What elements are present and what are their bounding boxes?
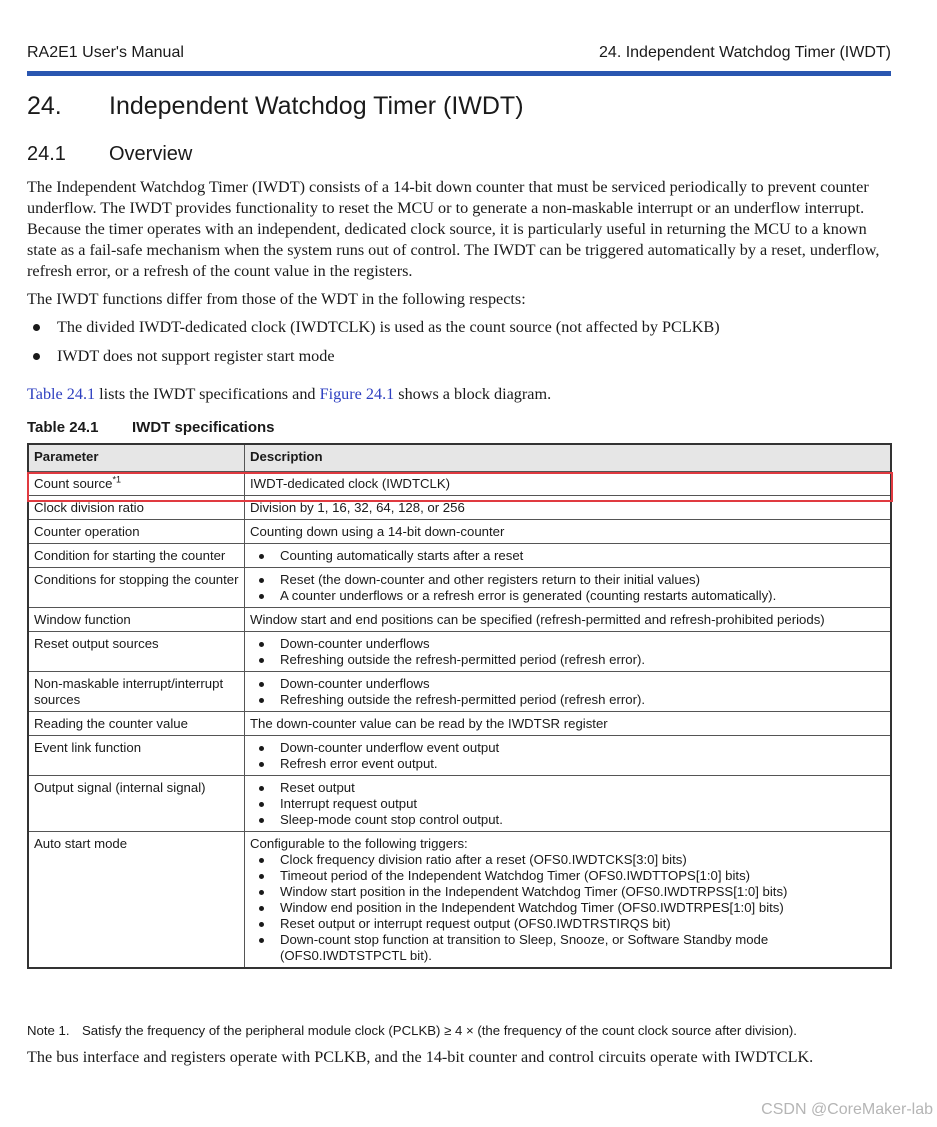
list-item: Sleep-mode count stop control output. xyxy=(250,812,885,828)
column-header-parameter: Parameter xyxy=(28,444,245,472)
bullet-icon xyxy=(259,658,264,663)
list-item: Down-counter underflow event output xyxy=(250,740,885,756)
chapter-number: 24. xyxy=(27,92,62,120)
description-cell xyxy=(245,632,892,672)
description-bullet-list xyxy=(250,548,885,564)
parameter-cell: Count source$^{*1}$ xyxy=(28,472,245,496)
list-item: Refresh error event output. xyxy=(250,756,885,772)
description-cell xyxy=(245,736,892,776)
bullet-icon xyxy=(259,642,264,647)
description-cell xyxy=(245,544,892,568)
parameter-cell: Non-maskable interrupt/interrupt sources xyxy=(28,672,245,712)
section-number: 24.1 xyxy=(27,143,66,165)
table-number: Table 24.1 xyxy=(27,419,99,436)
table-row xyxy=(28,632,891,672)
manual-title: RA2E1 User's Manual xyxy=(27,44,184,61)
section-title: Overview xyxy=(109,143,193,165)
differ-paragraph: The IWDT functions differ from those of the WDT in the following respects: xyxy=(27,290,526,308)
list-item: Interrupt request output xyxy=(250,796,885,812)
specifications-table xyxy=(27,443,892,969)
table-row xyxy=(28,672,891,712)
note-text: Satisfy the frequency of the peripheral module clock (PCLKB) ≥ 4 × (the frequency of the count clock source after division). xyxy=(82,1023,797,1038)
reference-paragraph: Table 24.1 lists the IWDT specifications and Figure 24.1 shows a block diagram. xyxy=(27,385,552,403)
running-header xyxy=(27,44,891,64)
column-header-description: Description xyxy=(245,444,892,472)
bullet-icon xyxy=(259,746,264,751)
table-row xyxy=(28,736,891,776)
chapter-header: 24. Independent Watchdog Timer (IWDT) xyxy=(599,44,891,61)
description-cell: IWDT-dedicated clock (IWDTCLK) xyxy=(245,472,892,496)
description-cell xyxy=(245,568,892,608)
parameter-cell: Reset output sources xyxy=(28,632,245,672)
bullet-icon xyxy=(259,578,264,583)
table-row xyxy=(28,712,891,736)
list-item: Down-counter underflows xyxy=(250,676,885,692)
chapter-title: Independent Watchdog Timer (IWDT) xyxy=(109,92,524,120)
bullet-icon xyxy=(259,762,264,767)
list-item: The divided IWDT-dedicated clock (IWDTCLK) is used as the count source (not affected by PCLKB) xyxy=(33,317,720,346)
list-item: IWDT does not support register start mode xyxy=(33,346,720,375)
table-row xyxy=(28,544,891,568)
watermark: CSDN @CoreMaker-lab xyxy=(761,1101,933,1118)
bullet-icon xyxy=(259,554,264,559)
parameter-cell: Reading the counter value xyxy=(28,712,245,736)
description-bullet-list xyxy=(250,780,885,828)
parameter-cell: Condition for starting the counter xyxy=(28,544,245,568)
description-cell: The down-counter value can be read by the IWDTSR register xyxy=(245,712,892,736)
list-item: Counting automatically starts after a reset xyxy=(250,548,885,564)
parameter-cell: Window function xyxy=(28,608,245,632)
list-item: Reset (the down-counter and other registers return to their initial values) xyxy=(250,572,885,588)
list-item: Refreshing outside the refresh-permitted period (refresh error). xyxy=(250,692,885,708)
description-bullet-list xyxy=(250,636,885,668)
differ-bullet-list xyxy=(33,317,720,375)
table-row xyxy=(28,568,891,608)
bullet-icon xyxy=(259,858,264,863)
description-cell: Counting down using a 14-bit down-counter xyxy=(245,520,892,544)
bullet-icon xyxy=(259,802,264,807)
list-item: Reset output xyxy=(250,780,885,796)
description-bullet-list xyxy=(250,740,885,772)
description-cell xyxy=(245,672,892,712)
note-number: Note 1. xyxy=(27,1023,70,1038)
figure-link[interactable]: Figure 24.1 xyxy=(319,385,395,403)
bullet-icon xyxy=(259,890,264,895)
table-note xyxy=(27,1023,797,1038)
parameter-cell: Clock division ratio xyxy=(28,496,245,520)
list-item: Window end position in the Independent Watchdog Timer (OFS0.IWDTRPES[1:0] bits) xyxy=(250,900,885,916)
table-row xyxy=(28,832,891,969)
table-header-row xyxy=(28,444,891,472)
description-bullet-list xyxy=(250,852,885,964)
intro-paragraph: The Independent Watchdog Timer (IWDT) consists of a 14-bit down counter that must be serviced periodically to prevent counter underflow. The IWDT provides functionality to reset the MCU or to generate a non-maskable interrupt or an underflow interrupt. Because the timer operates with an independent, dedicated clock source, it is particularly useful in returning the MCU to a known state as a fail-safe mechanism when the system runs out of control. The IWDT can be triggered automatically by a reset, underflow, refresh error, or a refresh of the count value in the registers. xyxy=(27,178,880,280)
list-item: Reset output or interrupt request output (OFS0.IWDTRSTIRQS bit) xyxy=(250,916,885,932)
bullet-icon xyxy=(33,324,40,331)
bullet-icon xyxy=(259,938,264,943)
bullet-icon xyxy=(33,353,40,360)
chapter-heading xyxy=(27,92,524,121)
description-cell: Division by 1, 16, 32, 64, 128, or 256 xyxy=(245,496,892,520)
footnote-ref: *1 xyxy=(112,474,121,485)
table-row xyxy=(28,520,891,544)
list-item: Timeout period of the Independent Watchdog Timer (OFS0.IWDTTOPS[1:0] bits) xyxy=(250,868,885,884)
header-rule xyxy=(27,71,891,76)
list-item: A counter underflows or a refresh error is generated (counting restarts automatically). xyxy=(250,588,885,604)
section-heading xyxy=(27,143,192,166)
bullet-icon xyxy=(259,874,264,879)
description-cell: Configurable to the following triggers: Clock frequency division ratio after a reset (OFS0.IWDTCKS[3:0] bits) Timeout period of the Independent Watchdog Timer (OFS0.IWDTTOPS[1:0] bits) Window start position in the Independent Watchdog Timer (OFS0.IWDTRPSS[1:0] bits) Window end position in the Independent Watchdog Timer (OFS0.IWDTRPES[1:0] bits) Reset output or interrupt request output (OFS0.IWDTRSTIRQS bit) Down-count stop function at transition to Sleep, Snooze, or Software Standby mode (OFS0.IWDTSTPCTL bit). xyxy=(245,832,892,969)
bullet-icon xyxy=(259,818,264,823)
table-link[interactable]: Table 24.1 xyxy=(27,385,96,403)
table-title: IWDT specifications xyxy=(132,419,275,436)
list-item: Down-counter underflows xyxy=(250,636,885,652)
parameter-cell: Counter operation xyxy=(28,520,245,544)
parameter-cell: Conditions for stopping the counter xyxy=(28,568,245,608)
table-caption xyxy=(27,419,275,436)
table-row xyxy=(28,608,891,632)
bullet-icon xyxy=(259,594,264,599)
description-bullet-list xyxy=(250,572,885,604)
description-cell xyxy=(245,776,892,832)
table-row xyxy=(28,496,891,520)
list-item: Window start position in the Independent Watchdog Timer (OFS0.IWDTRPSS[1:0] bits) xyxy=(250,884,885,900)
parameter-cell: Auto start mode xyxy=(28,832,245,969)
bullet-icon xyxy=(259,906,264,911)
bullet-icon xyxy=(259,922,264,927)
description-bullet-list xyxy=(250,676,885,708)
parameter-cell: Event link function xyxy=(28,736,245,776)
table-row xyxy=(28,776,891,832)
parameter-cell: Output signal (internal signal) xyxy=(28,776,245,832)
list-item: Clock frequency division ratio after a reset (OFS0.IWDTCKS[3:0] bits) xyxy=(250,852,885,868)
bullet-icon xyxy=(259,786,264,791)
description-cell: Window start and end positions can be specified (refresh-permitted and refresh-prohibited periods) xyxy=(245,608,892,632)
table-row xyxy=(28,472,891,496)
bullet-icon xyxy=(259,698,264,703)
closing-paragraph: The bus interface and registers operate with PCLKB, and the 14-bit counter and control circuits operate with IWDTCLK. xyxy=(27,1048,814,1066)
list-item: Refreshing outside the refresh-permitted period (refresh error). xyxy=(250,652,885,668)
list-item: Down-count stop function at transition to Sleep, Snooze, or Software Standby mode (OFS0.IWDTSTPCTL bit). xyxy=(250,932,885,964)
bullet-icon xyxy=(259,682,264,687)
